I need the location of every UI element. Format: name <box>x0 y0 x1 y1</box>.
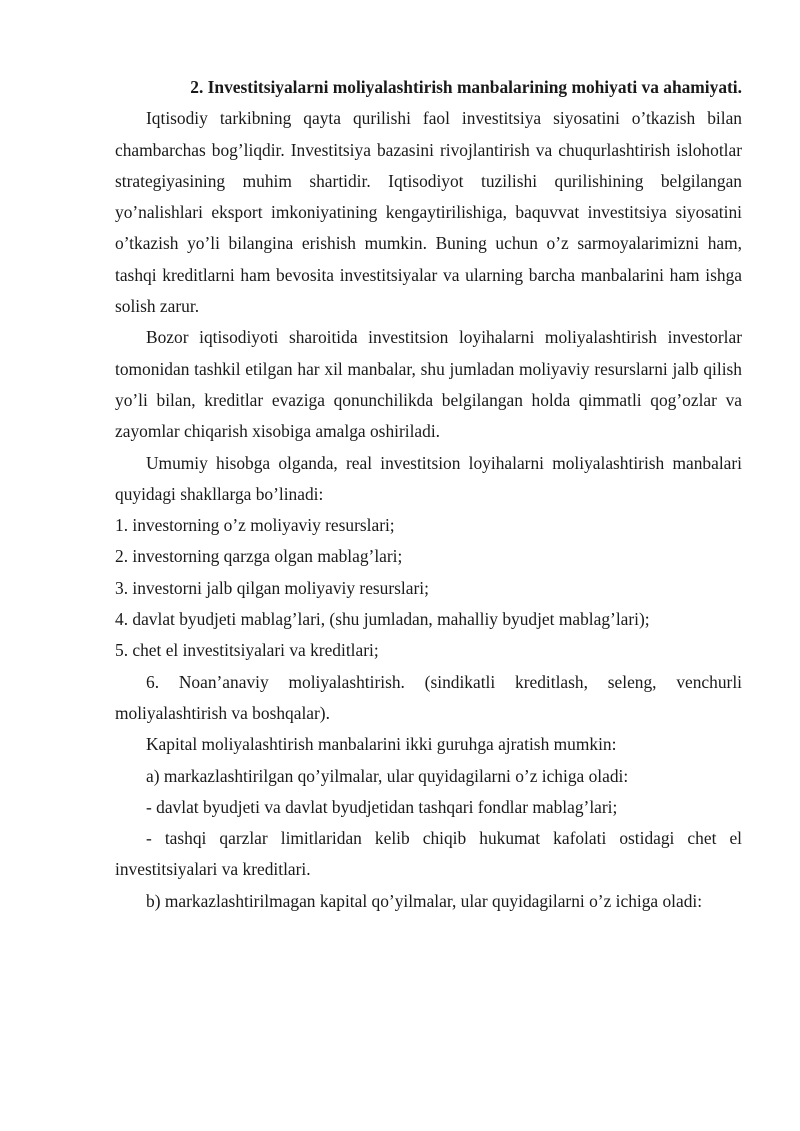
section-heading: 2. Investitsiyalarni moliyalashtirish manbalarining mohiyati va ahamiyati. <box>190 77 742 97</box>
list-item-6: 6. Noan’anaviy moliyalashtirish. (sindikatli kreditlash, seleng, venchurli moliyalashtirish va boshqalar). <box>115 671 742 723</box>
group-a-item-2: - tashqi qarzlar limitlaridan kelib chiqib hukumat kafolati ostidagi chet el investitsiyalari va kreditlari. <box>115 828 742 880</box>
list-item-3: 3. investorni jalb qilgan moliyaviy resurslari; <box>115 577 429 598</box>
group-a-item-1: - davlat byudjeti va davlat byudjetidan tashqari fondlar mablag’lari; <box>146 796 618 817</box>
list-item-5: 5. chet el investitsiyalari va kreditlari; <box>115 640 379 661</box>
list-item-1: 1. investorning o’z moliyaviy resurslari; <box>115 515 395 536</box>
group-b-heading: b) markazlashtirilmagan kapital qo’yilmalar, ular quyidagilarni o’z ichiga oladi: <box>146 890 703 911</box>
document-body <box>115 72 742 917</box>
list-item-2: 2. investorning qarzga olgan mablag’lari; <box>115 546 403 567</box>
paragraph-2: Bozor iqtisodiyoti sharoitida investitsion loyihalarni moliyalashtirish investorlar tomonidan tashkil etilgan har xil manbalar, shu jumladan moliyaviy resurslarni jalb qilish yo’li bilan, kreditlar evaziga qonunchilikda belgilangan holda qimmatli qog’ozlar va zayomlar chiqarish xisobiga amalga oshiriladi. <box>115 327 742 442</box>
list-item-4: 4. davlat byudjeti mablag’lari, (shu jumladan, mahalliy byudjet mablag’lari); <box>115 609 650 630</box>
paragraph-1: Iqtisodiy tarkibning qayta qurilishi faol investitsiya siyosatini o’tkazish bilan chambarchas bog’liqdir. Investitsiya bazasini rivojlantirish va chuqurlashtirish islohotlar strategiyasining muhim shartidir. Iqtisodiyot tuzilishi qurilishining belgilangan yo’nalishlari eksport imkoniyatining kengaytirilishiga, baquvvat investitsiya siyosatini o’tkazish yo’li bilangina erishish mumkin. Buning uchun o’z sarmoyalarimizni ham, tashqi kreditlarni ham bevosita investitsiyalar va ularning barcha manbalarini ham ishga solish zarur. <box>115 108 742 317</box>
paragraph-3: Umumiy hisobga olganda, real investitsion loyihalarni moliyalashtirish manbalari quyidagi shakllarga bo’linadi: <box>115 452 742 504</box>
group-a-heading: a) markazlashtirilgan qo’yilmalar, ular quyidagilarni o’z ichiga oladi: <box>146 765 629 786</box>
paragraph-4: Kapital moliyalashtirish manbalarini ikki guruhga ajratish mumkin: <box>146 734 617 755</box>
